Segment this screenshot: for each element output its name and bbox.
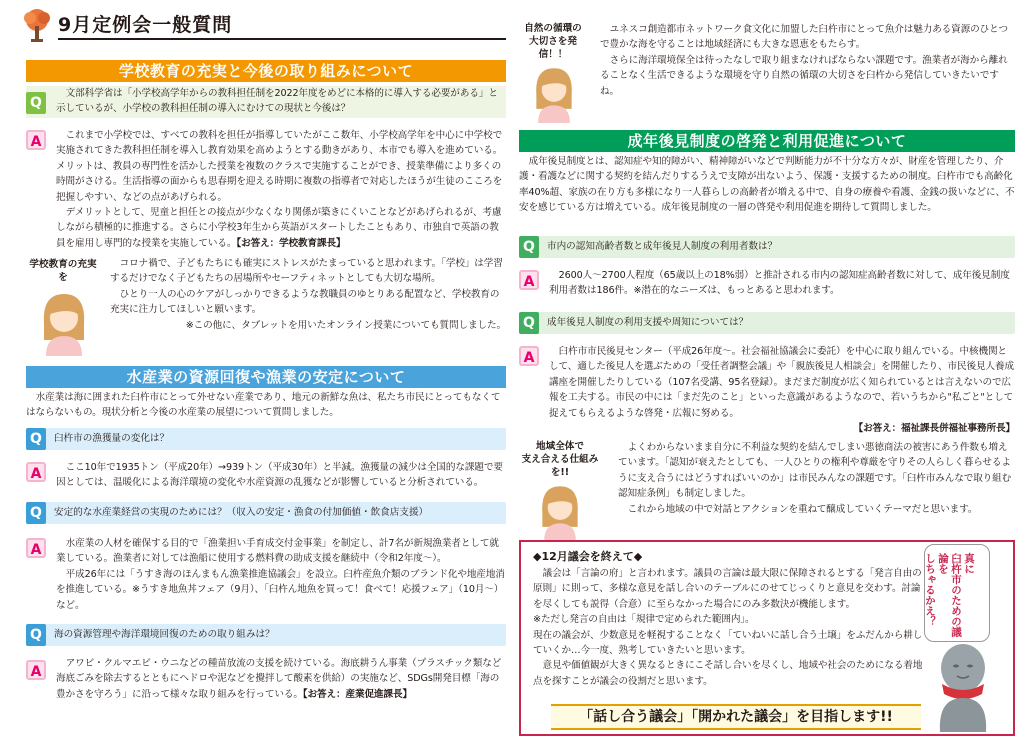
box-body bbox=[533, 566, 929, 689]
section-intro: 水産業は海に囲まれた臼杵市にとって外せない産業であり、地元の新鮮な魚は、私たち市民にとってもなくてはならないもの。現状分析と今後の水産業の展望について質問しました。 bbox=[26, 392, 501, 419]
question-text: 臼杵市の漁獲量の変化は？ bbox=[54, 433, 170, 444]
comment-heading: 大切さを発信！！ bbox=[529, 36, 577, 60]
answer-source: 【お答え：産業促進課長】 bbox=[302, 688, 412, 700]
question-bar bbox=[26, 502, 506, 524]
tree-icon bbox=[22, 8, 52, 42]
answer-text: アワビ・クルマエビ・ウニなどの種苗放流の支援を続けている。海底耕うん事業（プラスチック類など海底ごみを除去するとともにヘドロや泥などを攪拌して酸素を供給）の実施など、SDGs開発目標「海の豊かさを守ろう」に沿って様々な取り組みを行っている。【お答え：産業促進課長】 bbox=[56, 658, 502, 700]
a-icon: A bbox=[26, 538, 46, 558]
question-text: 市内の認知高齢者数と成年後見人制度の利用者数は？ bbox=[547, 241, 778, 252]
comment-text bbox=[600, 22, 1010, 99]
a-icon: A bbox=[519, 346, 539, 366]
answer-text: 2600人〜2700人程度（65歳以上の18%弱）と推計される市内の認知症高齢者数に対して、成年後見制度利用者数は186件。※潜在的なニーズは、もっとあると思われます。 bbox=[549, 270, 1010, 297]
comment-paragraph: よくわからないまま自分に不利益な契約を結んでしまい悪徳商法の被害にあう件数も増えています。「認知が衰えたとしても、一人ひとりの権利や尊厳を守りその人らしく暮らせるように支え合うにはどうすればいいのか」は市民みんなの課題です。「臼杵市みんなで取り組む認知症条例」も制定しました。 bbox=[618, 442, 1012, 500]
comment-text bbox=[110, 256, 506, 333]
comment-heading: 支え合える仕組みを!! bbox=[521, 454, 599, 478]
answer-text: 水産業の人材を確保する目的で「漁業担い手育成交付金事業」を制定し、計7名が新規漁業者として就業している。漁業者に対しては漁船に使用する燃料費の助成支援を継続中（令和2年度〜）。 bbox=[56, 538, 499, 565]
bubble-text: 真に 臼杵市のための議論を しちゃるかえ？ bbox=[924, 553, 975, 637]
comment-paragraph: さらに海洋環境保全は待ったなしで取り組まなければならない課題です。漁業者が海から離れることなく生活できるような環境を守り自然の循環の大切さを臼杵から発信していきたいですね。 bbox=[600, 54, 1008, 97]
speech-bubble bbox=[924, 544, 990, 642]
comment-paragraph: コロナ禍で、子どもたちにも確実にストレスがたまっていると思われます。「学校」は学習するだけでなく子どもたちの居場所やセーフティネットとしても大切な場所。 bbox=[110, 258, 503, 285]
slogan: 「話し合う議会」「開かれた議会」を目指します!! bbox=[551, 704, 921, 730]
councilor-avatar-icon bbox=[34, 288, 94, 356]
answer-text: ここ10年で1935トン（平成20年）→939トン（平成30年）と半減。漁獲量の減少は全国的な課題で要因としては、温暖化による海洋環境の変化や水産資源の乱獲などが影響していると分析されている。 bbox=[56, 462, 503, 489]
q-icon: Q bbox=[26, 92, 46, 114]
a-icon: A bbox=[26, 660, 46, 680]
answer-block bbox=[549, 344, 1015, 436]
comment-heading: 地域全体で bbox=[536, 441, 584, 452]
title-underline bbox=[58, 38, 506, 40]
question-bar bbox=[26, 624, 506, 646]
comment-paragraph: ひとり一人の心のケアがしっかりできるような教職員のゆとりある配置など、学校教育の充実に注力してほしいと願います。 bbox=[110, 288, 500, 316]
box-heading: ◆12月議会を終えて◆ bbox=[533, 550, 643, 563]
q-icon: Q bbox=[519, 236, 539, 258]
question-text: 海の資源管理や海洋環境回復のための取り組みは？ bbox=[54, 629, 275, 640]
question-text: 成年後見人制度の利用支援や周知については？ bbox=[547, 317, 749, 328]
comment-badge bbox=[26, 258, 100, 360]
answer-text: これまで小学校では、すべての教科を担任が指導していたがここ数年、小学校高学年を中心に中学校で実施されてきた教科担任制を導入し教育効果を高めようとする動きがあり、本市でも導入を進めている。メリットは、教員の専門性を活かした授業を複数のクラスで実施することができ、授業準備により多くの時間がさける。生活指導の面からも思春期を迎える時期に複数の指導者で対応したほうが生徒のこころを把握しやすい、などの点があげられる。 bbox=[56, 130, 503, 203]
question-bar bbox=[519, 312, 1015, 334]
a-icon: A bbox=[519, 270, 539, 290]
answer-text: 平成26年には「うすき海のほんまもん漁業推進協議会」を設立。臼杵産魚介類のブランド化や地産地消を推進している。※うすき地魚丼フェア（9月）、「臼杵ん地魚を買って！食べて！応援フェア」（10月〜）など。 bbox=[56, 568, 505, 611]
comment-heading: 自然の循環の bbox=[524, 23, 582, 34]
comment-paragraph: これから地域の中で対話とアクションを重ねて醸成していくテーマだと思います。 bbox=[627, 503, 978, 515]
section-intro: 成年後見制度とは、認知症や知的障がい、精神障がいなどで判断能力が不十分な方々が、財産を管理したり、介護・看護などに関する契約を結んだりするうえで支障が出ないよう、保護・支援するための制度。臼杵市でも高齢化率40%超、家族の在り方も多様になり一人暮らしの高齢者が増える中で、自身の療養や看護、金銭の扱いなどに、不安を感じている方は増えている。成年後見制度の一層の啓発や利用促進を期待して質問しました。 bbox=[519, 156, 1015, 214]
q-icon: Q bbox=[26, 428, 46, 450]
question-bar bbox=[519, 236, 1015, 258]
jizo-statue-icon bbox=[928, 640, 998, 732]
section-heading-guardianship: 成年後見制度の啓発と利用促進について bbox=[519, 130, 1015, 152]
answer-text: デメリットとして、児童と担任との接点が少なくなり関係が築きにくいことなどがあげられるが、考慮しながら積極的に推進する。さらに小学校3年生から英語がスタートしたこともあり、市独自で英語の教員を雇用し専門的な授業を実施している。【お答え：学校教育課長】 bbox=[56, 207, 502, 249]
question-text: 安定的な水産業経営の実現のためには？（収入の安定・漁食の付加価値・飲食店支援） bbox=[54, 507, 429, 518]
comment-text bbox=[618, 440, 1015, 517]
comment-paragraph: ユネスコ創造都市ネットワーク食文化に加盟した臼杵市にとって魚介は魅力ある資源のひとつで豊かな海を守ることは地域経済にも大きな恩恵をもたらす。 bbox=[600, 24, 1008, 51]
box-paragraph: 意見や価値観が大きく異なるときにこそ話し合いを尽くし、地域や社会のためになる着地点を探すことが議会の役割だと思います。 bbox=[533, 660, 923, 687]
answer-block bbox=[56, 128, 506, 251]
section-heading-fishery: 水産業の資源回復や漁業の安定について bbox=[26, 366, 506, 388]
answer-block bbox=[56, 536, 506, 613]
box-paragraph: 議会は「言論の府」と言われます。議員の言論は最大限に保障されるとする「発言自由の原則」に則って、多様な意見を話し合いのテーブルにのせてじっくりと意見を交わす。討論を尽くしても説得（合意）に至らなかった場合にのみ多数決が機能します。 bbox=[533, 568, 922, 610]
councilor-avatar-icon bbox=[524, 63, 584, 123]
comment-badge bbox=[514, 440, 606, 545]
q-icon: Q bbox=[26, 624, 46, 646]
a-icon: A bbox=[26, 130, 46, 150]
section-heading-education: 学校教育の充実と今後の取り組みについて bbox=[26, 60, 506, 82]
question-text: 文部科学省は「小学校高学年からの教科担任制を2022年度をめどに本格的に導入する必要がある」と示しているが、小学校の教科担任制の導入にむけての現状と今後は？ bbox=[56, 88, 498, 115]
q-icon: Q bbox=[519, 312, 539, 334]
q-icon: Q bbox=[26, 502, 46, 524]
comment-note: ※この他に、タブレットを用いたオンライン授業についても質問しました。 bbox=[185, 319, 506, 331]
box-paragraph: ※ただし発言の自由は「規律で定められた範囲内」。 bbox=[533, 614, 755, 626]
page-title: 9月定例会一般質問 bbox=[58, 14, 233, 36]
question-block bbox=[26, 86, 506, 118]
councilor-avatar-icon bbox=[530, 481, 590, 541]
answer-source: 【お答え：学校教育課長】 bbox=[236, 237, 346, 249]
answer-source: 【お答え：福祉課長併福祉事務所長】 bbox=[853, 423, 1015, 435]
comment-badge bbox=[516, 22, 590, 127]
box-paragraph: 現在の議会が、少数意見を軽視することなく「ていねいに話し合う土壌」をふだんから耕していくか…今一度、熟考していきたいと思います。 bbox=[533, 629, 923, 657]
question-bar bbox=[26, 428, 506, 450]
answer-text: 臼杵市市民後見センター（平成26年度〜。社会福祉協議会に委託）を中心に取り組んでいる。中核機関として、適した後見人を選ぶための「受任者調整会議」や「親族後見人相談会」を開催したり、市民後見人養成講座を開催したりしている（107名受講、95名登録）。まだまだ制度が広く知られているとは言えないので広報を工夫する。市民の中には「まだ先のこと」といった意識があるようなので、若いうちから"私ごと"として捉えてもらえるような啓発・広報に努める。 bbox=[549, 346, 1015, 419]
comment-heading: 学校教育の充実を bbox=[29, 259, 97, 283]
a-icon: A bbox=[26, 462, 46, 482]
